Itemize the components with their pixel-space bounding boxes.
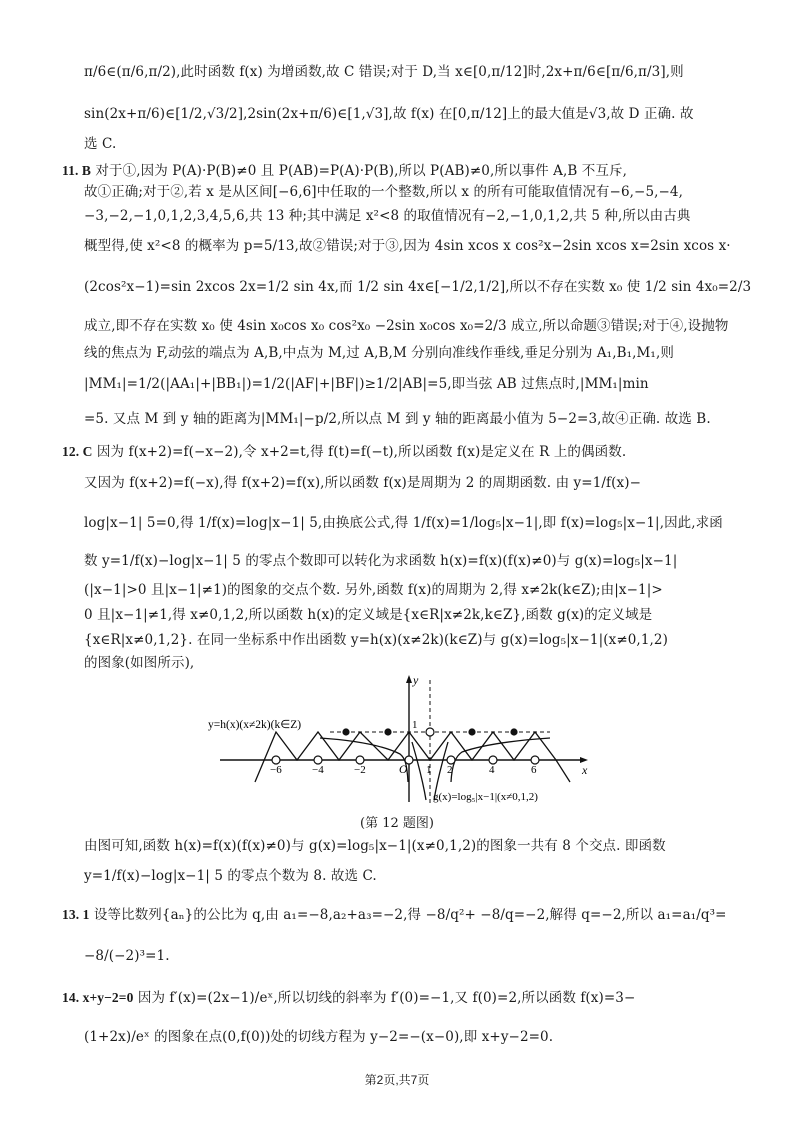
excluded-point xyxy=(489,756,497,764)
tick-label: −4 xyxy=(312,764,324,776)
intersection-point xyxy=(342,728,349,735)
q14-text: 因为 f′(x)=(2x−1)/eˣ,所以切线的斜率为 f′(0)=−1,又 f(0)=2,所以函数 f(x)=3− xyxy=(137,990,636,1006)
h-function-curve xyxy=(255,732,570,782)
tick-label: 4 xyxy=(489,764,495,776)
intersection-point xyxy=(468,728,475,735)
text-line: (1+2x)/eˣ 的图象在点(0,f(0))处的切线方程为 y−2=−(x−0),即 x+y−2=0. xyxy=(84,1029,554,1045)
text-line: 由图可知,函数 h(x)=f(x)(f(x)≠0)与 g(x)=log₅|x−1|(x≠0,1,2)的图象一共有 8 个交点. 即函数 xyxy=(84,838,666,854)
text-line: {x∈R|x≠0,1,2}. 在同一坐标系中作出函数 y=h(x)(x≠2k)(k∈Z)与 g(x)=log₅|x−1|(x≠0,1,2) xyxy=(84,632,668,648)
excluded-point xyxy=(405,756,413,764)
text-line: π/6∈(π/6,π/2),此时函数 f(x) 为增函数,故 C 错误;对于 D,当 x∈[0,π/12]时,2x+π/6∈[π/6,π/3],则 xyxy=(84,64,684,80)
q11-label: 11. B xyxy=(62,163,92,178)
text-line: 选 C. xyxy=(84,136,117,152)
q13-label: 13. 1 xyxy=(62,907,90,922)
excluded-point xyxy=(272,756,280,764)
g-function-label: g(x)=log₅|x−1|(x≠0,1,2) xyxy=(433,791,538,803)
text-line: (2cos²x−1)=sin 2xcos 2x=1/2 sin 4x,而 1/2 sin 4x∈[−1/2,1/2],所以不存在实数 x₀ 使 1/2 sin 4x₀=2/3 xyxy=(84,279,752,295)
q13-first-line xyxy=(62,905,727,925)
text-line: 数 y=1/f(x)−log|x−1| 5 的零点个数即可以转化为求函数 h(x)=f(x)(f(x)≠0)与 g(x)=log₅|x−1| xyxy=(84,553,678,569)
text-line: sin(2x+π/6)∈[1/2,√3/2],2sin(2x+π/6)∈[1,√3],故 f(x) 在[0,π/12]上的最大值是√3,故 D 正确. 故 xyxy=(84,106,694,122)
h-function-label: y=h(x)(x≠2k)(k∈Z) xyxy=(208,719,302,731)
excluded-point xyxy=(314,756,322,764)
text-line: (|x−1|>0 且|x−1|≠1)的图象的交点个数. 另外,函数 f(x)的周期为 2,得 x≠2k(k∈Z);由|x−1|> xyxy=(84,582,663,598)
q12-label: 12. C xyxy=(62,444,93,459)
text-line: −3,−2,−1,0,1,2,3,4,5,6,共 13 种;其中满足 x²<8 的取值情况有−2,−1,0,1,2,共 5 种,所以由古典 xyxy=(84,208,691,224)
excluded-point xyxy=(356,756,364,764)
tick-label: 2 xyxy=(447,764,453,776)
tick-label: −6 xyxy=(270,764,282,776)
text-line: 的图象(如图所示), xyxy=(84,655,195,671)
q14-first-line xyxy=(62,988,722,1008)
text-line: |MM₁|=1/2(|AA₁|+|BB₁|)=1/2(|AF|+|BF|)≥1/2|AB|=5,即当弦 AB 过焦点时,|MM₁|min xyxy=(84,376,649,392)
excluded-point xyxy=(447,756,455,764)
text-line: y=1/f(x)−log|x−1| 5 的零点个数为 8. 故选 C. xyxy=(84,868,377,884)
q12-text: 因为 f(x+2)=f(−x−2),令 x+2=t,得 f(t)=f(−t),所以函数 f(x)是定义在 R 上的偶函数. xyxy=(96,444,627,460)
excluded-point xyxy=(531,756,539,764)
figure-12-graph xyxy=(200,672,600,812)
tick-label: 6 xyxy=(531,764,537,776)
text-line: 故①正确;对于②,若 x 是从区间[−6,6]中任取的一个整数,所以 x 的所有可能取值情况有−6,−5,−4, xyxy=(84,184,684,200)
q11-text: 对于①,因为 P(A)·P(B)≠0 且 P(AB)=P(A)·P(B),所以 P(AB)≠0,所以事件 A,B 不互斥, xyxy=(95,163,627,179)
y-axis-arrow-icon xyxy=(406,675,412,683)
excluded-point xyxy=(426,728,434,736)
intersection-point xyxy=(384,728,391,735)
g-function-middle-left xyxy=(412,742,426,800)
q13-text: 设等比数列{aₙ}的公比为 q,由 a₁=−8,a₂+a₃=−2,得 −8/q²+ −8/q=−2,解得 q=−2,所以 a₁=a₁/q³= xyxy=(93,907,727,923)
figure-caption: (第 12 题图) xyxy=(360,816,434,831)
tick-label: 1 xyxy=(426,764,432,776)
q12-first-line xyxy=(62,442,722,462)
text-line: log|x−1| 5=0,得 1/f(x)=log|x−1| 5,由换底公式,得 1/f(x)=1/log₅|x−1|,即 f(x)=log₅|x−1|,因此,求函 xyxy=(84,515,723,531)
origin-label: O xyxy=(399,764,408,776)
text-line: 0 且|x−1|≠1,得 x≠0,1,2,所以函数 h(x)的定义域是{x∈R|x≠2k,k∈Z},函数 g(x)的定义域是 xyxy=(84,607,653,623)
y-axis-label: y xyxy=(413,673,419,687)
text-line: 又因为 f(x+2)=f(−x),得 f(x+2)=f(x),所以函数 f(x)是周期为 2 的周期函数. 由 y=1/f(x)− xyxy=(84,475,641,491)
text-line: 成立,即不存在实数 x₀ 使 4sin x₀cos x₀ cos²x₀ −2sin x₀cos x₀=2/3 成立,所以命题③错误;对于④,设抛物 xyxy=(84,318,729,334)
page-footer: 第2页,共7页 xyxy=(364,1073,430,1087)
tick-label: −2 xyxy=(354,764,366,776)
x-axis-label: x xyxy=(582,763,588,777)
q14-label: 14. x+y−2=0 xyxy=(62,990,134,1005)
text-line: 概型得,使 x²<8 的概率为 p=5/13,故②错误;对于③,因为 4sin xcos x cos²x−2sin xcos x=2sin xcos x· xyxy=(84,238,731,254)
intersection-point xyxy=(510,728,517,735)
q11-first-line xyxy=(62,161,722,181)
text-line: =5. 又点 M 到 y 轴的距离为|MM₁|−p/2,所以点 M 到 y 轴的距离最小值为 5−2=3,故④正确. 故选 B. xyxy=(84,411,711,427)
text-line: −8/(−2)³=1. xyxy=(84,948,170,964)
y-one-label: 1 xyxy=(412,719,418,731)
text-line: 线的焦点为 F,动弦的端点为 A,B,中点为 M,过 A,B,M 分别向准线作垂线,垂足分别为 A₁,B₁,M₁,则 xyxy=(84,345,674,361)
